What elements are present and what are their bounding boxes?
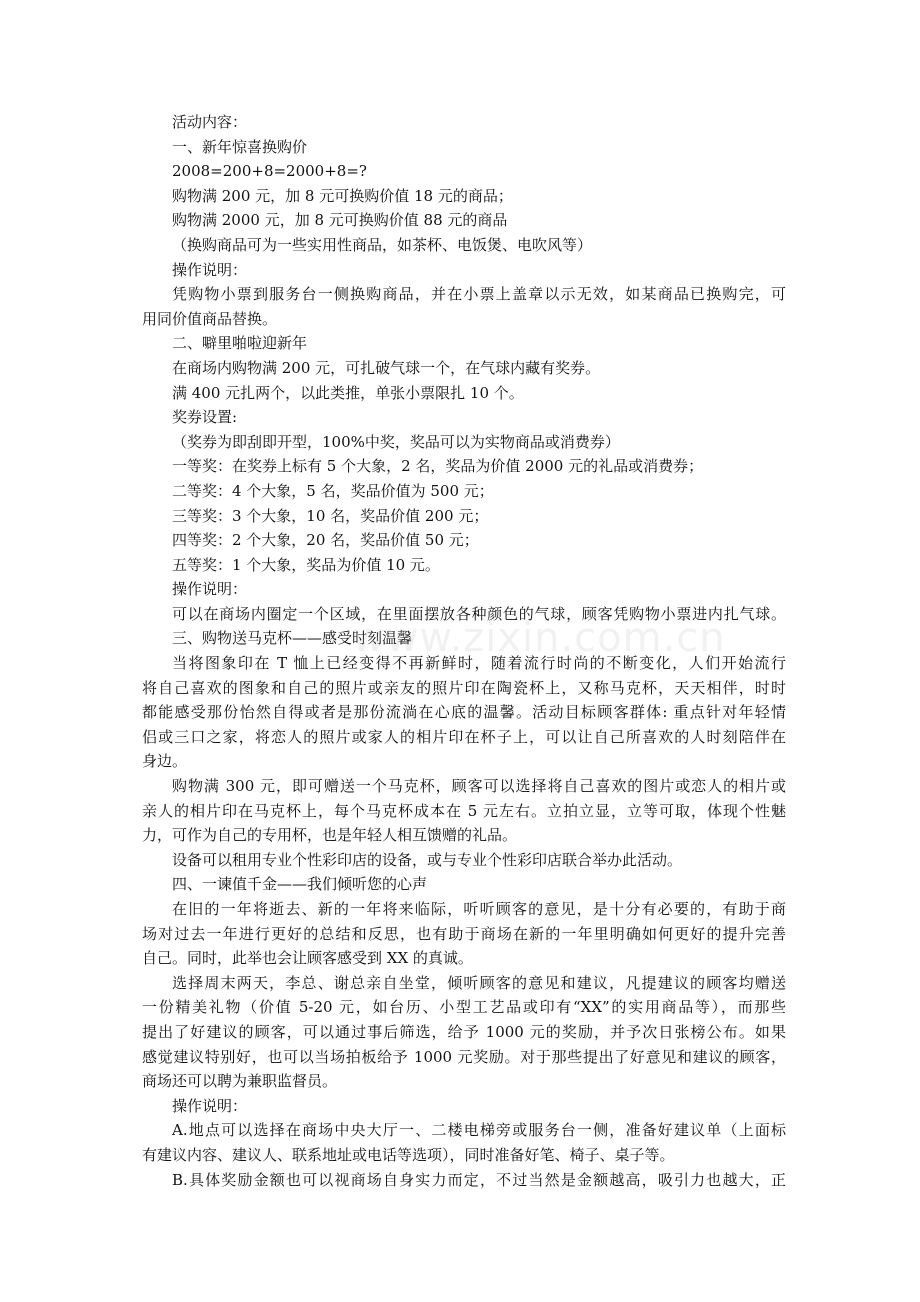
text-line: 提出了好建议的顾客，可以通过事后筛选，给予 1000 元的奖励，并予次日张榜公布。如果 — [142, 1022, 786, 1041]
text-line: 身边。 — [142, 752, 188, 771]
text-line: 当将图象印在 T 恤上已经变得不再新鲜时，随着流行时尚的不断变化，人们开始流行 — [172, 654, 786, 673]
text-line: 二、噼里啪啦迎新年 — [172, 334, 308, 353]
text-line: 力，可作为自己的专用杯，也是年轻人相互馈赠的礼品。 — [142, 826, 518, 845]
text-line: 将自己喜欢的图象和自己的照片或亲友的照片印在陶瓷杯上，又称马克杯，天天相伴，时时 — [142, 678, 786, 697]
text-line: 有建议内容、建议人、联系地址或电话等选项），同时准备好笔、椅子、桌子等。 — [142, 1145, 675, 1164]
text-line: 满 400 元扎两个，以此类推，单张小票限扎 10 个。 — [172, 383, 524, 402]
text-line: 活动内容： — [172, 113, 248, 131]
text-line: （奖券为即刮即开型，100%中奖，奖品可以为实物商品或消费券） — [172, 432, 620, 451]
text-line: 2008=200+8=2000+8=? — [172, 162, 367, 181]
text-line: 在商场内购物满 200 元，可扎破气球一个，在气球内藏有奖券。 — [172, 358, 601, 377]
text-line: B.具体奖励金额也可以视商场自身实力而定，不过当然是金额越高，吸引力也越大，正 — [172, 1170, 786, 1189]
text-line: 选择周末两天，李总、谢总亲自坐堂，倾听顾客的意见和建议，凡提建议的顾客均赠送 — [172, 973, 786, 992]
text-line: 三等奖：3 个大象，10 名，奖品价值 200 元； — [172, 506, 489, 525]
text-line: 可以在商场内圈定一个区域，在里面摆放各种颜色的气球，顾客凭购物小票进内扎气球。 — [172, 604, 786, 623]
text-line: 一等奖：在奖券上标有 5 个大象，2 名，奖品为价值 2000 元的礼品或消费券； — [172, 457, 704, 476]
text-line: （换购商品可为一些实用性商品，如茶杯、电饭煲、电吹风等） — [172, 235, 593, 254]
text-line: 四等奖：2 个大象，20 名，奖品价值 50 元； — [172, 531, 479, 550]
text-line: 操作说明： — [172, 580, 248, 599]
text-line: 奖券设置: — [172, 408, 238, 427]
text-line: 自己。同时，此举也会让顾客感受到 XX 的真诚。 — [142, 949, 473, 968]
text-line: 购物满 200 元，加 8 元可换购价值 18 元的商品； — [172, 186, 513, 205]
text-line: 侣或三口之家，将恋人的照片或家人的相片印在杯子上，可以让自己所喜欢的人时刻陪伴在 — [142, 727, 786, 746]
text-line: 亲人的相片印在马克杯上，每个马克杯成本在 5 元左右。立拍立显，立等可取，体现个性魅 — [142, 801, 786, 820]
text-line: 五等奖：1 个大象，奖品为价值 10 元。 — [172, 555, 440, 574]
text-line: 用同价值商品替换。 — [142, 309, 278, 328]
text-line: 一、新年惊喜换购价 — [172, 137, 308, 156]
text-line: 感觉建议特别好，也可以当场拍板给予 1000 元奖励。对于那些提出了好意见和建议的顾客， — [142, 1047, 786, 1066]
watermark: www.zixin.com.cn — [352, 615, 726, 661]
text-line: 一份精美礼物（价值 5-20 元，如台历、小型工艺品或印有“XX”的实用商品等），而那些 — [142, 998, 786, 1017]
text-line: 操作说明： — [172, 1096, 248, 1115]
text-line: 购物满 2000 元，加 8 元可换购价值 88 元的商品 — [172, 211, 508, 230]
text-line: 都能感受那份怡然自得或者是那份流淌在心底的温馨。活动目标顾客群体: 重点针对年轻情 — [142, 703, 786, 722]
text-line: 商场还可以聘为兼职监督员。 — [142, 1072, 338, 1091]
text-line: 操作说明： — [172, 260, 248, 279]
text-line: 场对过去一年进行更好的总结和反思，也有助于商场在新的一年里明确如何更好的提升完善 — [142, 924, 786, 943]
text-line: 二等奖：4 个大象，5 名，奖品价值为 500 元； — [172, 481, 494, 500]
text-line: 在旧的一年将逝去、新的一年将来临际，听听顾客的意见，是十分有必要的，有助于商 — [172, 900, 786, 918]
text-line: 凭购物小票到服务台一侧换购商品，并在小票上盖章以示无效，如某商品已换购完，可 — [172, 285, 786, 304]
text-line: 四、一谏值千金——我们倾听您的心声 — [172, 875, 428, 894]
text-line: 设备可以租用专业个性彩印店的设备，或与专业个性彩印店联合举办此活动。 — [172, 850, 683, 869]
text-line: 三、购物送马克杯——感受时刻温馨 — [172, 629, 413, 648]
text-line: 购物满 300 元，即可赠送一个马克杯，顾客可以选择将自己喜欢的图片或恋人的相片或 — [172, 777, 786, 796]
text-line: A.地点可以选择在商场中央大厅一、二楼电梯旁或服务台一侧，准备好建议单（上面标 — [172, 1121, 786, 1140]
